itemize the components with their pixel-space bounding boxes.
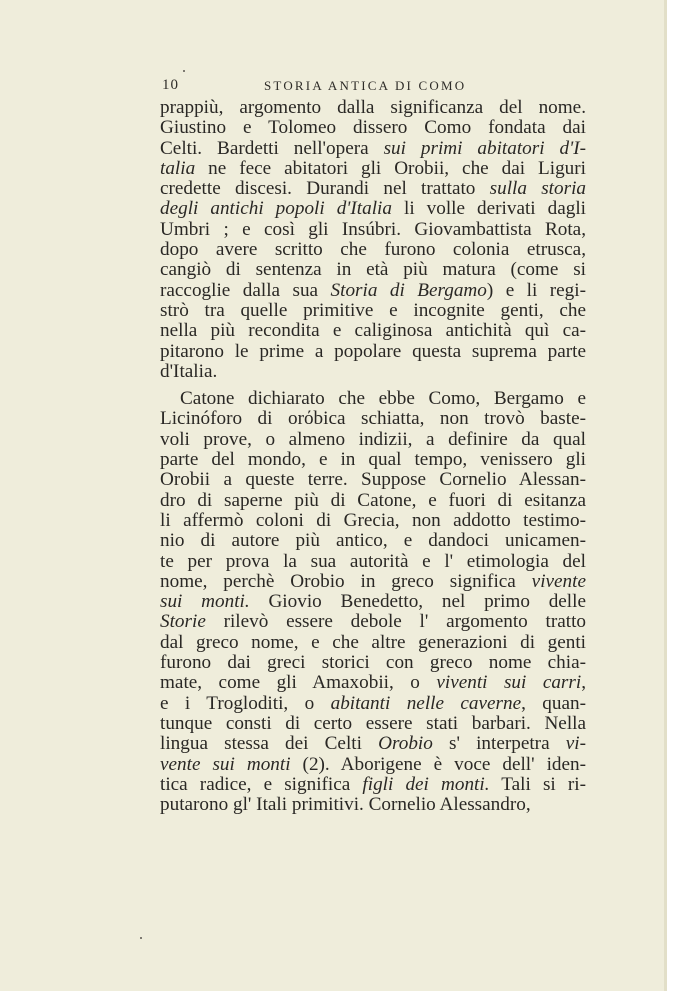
- text-segment: dopo avere scritto che furono colonia etrusca,: [160, 239, 586, 261]
- text-line: [160, 220, 586, 240]
- text-line: [160, 450, 586, 470]
- text-line: [160, 511, 586, 531]
- italic-segment: Storie: [160, 611, 206, 633]
- text-line: [160, 260, 586, 280]
- text-line: [160, 592, 586, 612]
- text-segment: Umbri ; e così gli Insúbri. Giovambattista Rota,: [160, 218, 586, 240]
- italic-segment: viventi sui carri: [436, 672, 582, 694]
- italic-segment: vi-: [565, 733, 586, 755]
- text-line: [160, 389, 586, 409]
- text-line: [160, 775, 586, 795]
- running-title: STORIA ANTICA DI COMO: [264, 78, 467, 93]
- text-segment: Tali si ri-: [489, 773, 586, 795]
- text-line: [160, 673, 586, 693]
- page-header: [162, 77, 584, 99]
- text-line: [160, 139, 586, 159]
- page-number: 10: [162, 77, 179, 93]
- text-segment: li affermò coloni di Grecia, non addotto testimo-: [160, 509, 586, 531]
- text-line: [160, 281, 586, 301]
- italic-segment: sui primi abitatori d'I-: [383, 137, 586, 159]
- text-segment: parte del mondo, e in qual tempo, venissero gli: [160, 449, 586, 471]
- italic-segment: vivente: [531, 570, 586, 592]
- text-line: [160, 470, 586, 490]
- text-segment: nio di autore più antico, e dandoci unicamen-: [160, 530, 586, 552]
- text-segment: raccoglie dalla sua: [160, 279, 331, 301]
- text-line: [160, 612, 586, 632]
- text-line: [160, 430, 586, 450]
- body-text: [160, 98, 586, 815]
- text-segment: dal greco nome, e che altre generazioni di genti: [160, 631, 586, 653]
- text-segment: d'Italia.: [160, 360, 218, 382]
- text-segment: nella più recondita e caliginosa antichità quì ca-: [160, 320, 586, 342]
- ink-speck: [140, 937, 142, 939]
- italic-segment: abitanti nelle caverne: [330, 692, 522, 714]
- text-segment: tica radice, e significa: [160, 773, 363, 795]
- text-line: [160, 694, 586, 714]
- italic-segment: sulla storia: [489, 178, 586, 200]
- ink-speck: [183, 70, 185, 72]
- text-segment: Celti. Bardetti nell'opera: [160, 137, 384, 159]
- text-segment: Giovio Benedetto, nel primo delle: [249, 591, 586, 613]
- text-line: [160, 572, 586, 592]
- text-segment: pitarono le prime a popolare questa suprema parte: [160, 340, 586, 362]
- text-segment: Licinóforo di orόbica schiatta, non trovò baste-: [160, 408, 586, 430]
- text-line: [160, 98, 586, 118]
- italic-segment: figli dei monti.: [362, 773, 490, 795]
- text-line: [160, 653, 586, 673]
- text-segment: strò tra quelle primitive e incognite genti, che: [160, 299, 586, 321]
- italic-segment: Storia di Bergamo: [330, 279, 487, 301]
- text-segment: tunque consti di certo essere stati barbari. Nella: [160, 712, 586, 734]
- text-segment: dro di saperne più di Catone, e fuori di esitanza: [160, 489, 586, 511]
- text-segment: Giustino e Tolomeo dissero Como fondata dai: [160, 117, 586, 139]
- text-line: [160, 755, 586, 775]
- text-segment: e i Trogloditi, o: [160, 692, 331, 714]
- text-segment: cangiò di sentenza in età più matura (come si: [160, 259, 586, 281]
- text-line: [160, 552, 586, 572]
- text-line: [160, 633, 586, 653]
- page-edge: [664, 0, 667, 991]
- text-segment: ,: [581, 672, 586, 694]
- text-segment: ne fece abitatori gli Orobii, che dai Liguri: [195, 157, 586, 179]
- text-line: [160, 179, 586, 199]
- text-line: [160, 301, 586, 321]
- text-line: [160, 240, 586, 260]
- text-line: [160, 342, 586, 362]
- text-segment: lingua stessa dei Celti: [160, 733, 379, 755]
- text-line: [160, 409, 586, 429]
- text-line: [160, 159, 586, 179]
- text-segment: furono dai greci storici con greco nome chia-: [160, 652, 586, 674]
- text-line: [160, 321, 586, 341]
- text-segment: (2). Aborigene è voce dell' iden-: [290, 753, 586, 775]
- italic-segment: sui monti.: [160, 591, 250, 613]
- text-segment: prappiù, argomento dalla significanza del nome.: [160, 97, 586, 118]
- text-line: [160, 362, 586, 382]
- text-line: [160, 795, 586, 815]
- text-segment: ) e li regi-: [486, 279, 586, 301]
- text-segment: te per prova la sua autorità e l' etimologia del: [160, 550, 586, 572]
- text-segment: mate, come gli Amaxobii, o: [160, 672, 437, 694]
- italic-segment: Orobio: [378, 733, 433, 755]
- text-line: [160, 714, 586, 734]
- text-segment: li volle derivati dagli: [391, 198, 586, 220]
- text-segment: voli prove, o almeno indizii, a definire da qual: [160, 428, 586, 450]
- text-line: [160, 199, 586, 219]
- text-line: [160, 734, 586, 754]
- italic-segment: talia: [160, 157, 196, 179]
- text-line: [160, 118, 586, 138]
- text-segment: s' interpetra: [432, 733, 566, 755]
- text-line: [160, 531, 586, 551]
- text-segment: rilevò essere debole l' argomento tratto: [205, 611, 586, 633]
- italic-segment: degli antichi popoli d'Italia: [160, 198, 392, 220]
- text-segment: putarono gl' Itali primitivi. Cornelio Alessandro,: [160, 794, 531, 816]
- text-segment: credette discesi. Durandi nel trattato: [160, 178, 490, 200]
- text-segment: nome, perchè Orobio in greco significa: [160, 570, 532, 592]
- text-segment: Orobii a queste terre. Suppose Cornelio Alessan-: [160, 469, 586, 491]
- italic-segment: vente sui monti: [160, 753, 291, 775]
- text-segment: Catone dichiarato che ebbe Como, Bergamo e: [180, 388, 586, 410]
- text-segment: , quan-: [521, 692, 586, 714]
- text-line: [160, 491, 586, 511]
